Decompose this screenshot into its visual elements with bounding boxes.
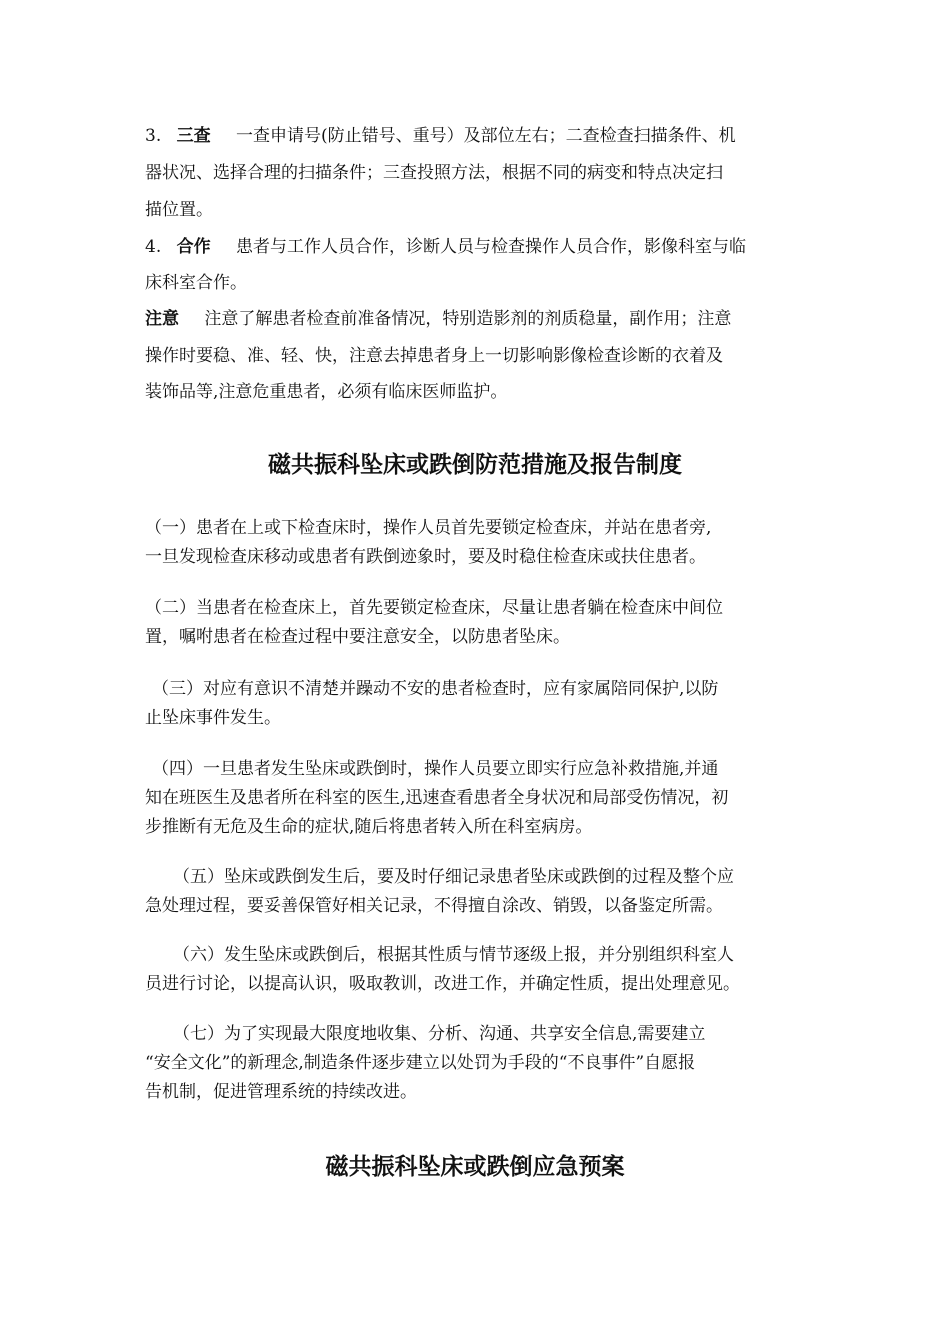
- rule-1-line-1: （一）患者在上或下检查床时，操作人员首先要锁定检查床，并站在患者旁,: [145, 518, 712, 538]
- item-3-line-2: 器状况、选择合理的扫描条件；三查投照方法，根据不同的病变和特点决定扫: [145, 163, 723, 183]
- item-3-text: 一查申请号(防止错号、重号）及部位左右；二查检查扫描条件、机: [236, 126, 736, 146]
- rule-4-line-3: 步推断有无危及生命的症状,随后将患者转入所在科室病房。: [145, 817, 593, 837]
- rule-6-line-1: （六）发生坠床或跌倒后，根据其性质与情节逐级上报，并分别组织科室人: [173, 945, 734, 965]
- rule-5-line-1: （五）坠床或跌倒发生后，要及时仔细记录患者坠床或跌倒的过程及整个应: [173, 867, 734, 887]
- rule-7-line-3: 告机制，促进管理系统的持续改进。: [145, 1082, 417, 1102]
- rule-2-line-1: （二）当患者在检查床上，首先要锁定检查床，尽量让患者躺在检查床中间位: [145, 598, 723, 618]
- rule-3-line-1: （三）对应有意识不清楚并躁动不安的患者检查时，应有家属陪同保护,以防: [152, 679, 719, 699]
- rule-2-line-2: 置，嘱咐患者在检查过程中要注意安全，以防患者坠床。: [145, 627, 570, 647]
- item-3-line-3: 描位置。: [145, 200, 213, 220]
- item-4-number: 4.: [145, 237, 162, 257]
- item-3-heading: 三查: [176, 126, 211, 146]
- note-heading: 注意: [145, 309, 179, 329]
- rule-1-line-2: 一旦发现检查床移动或患者有跌倒迹象时，要及时稳住检查床或扶住患者。: [145, 547, 706, 567]
- section-2-title: 磁共振科坠床或跌倒应急预案: [325, 1154, 625, 1180]
- item-4-line-2: 床科室合作。: [145, 273, 247, 293]
- rule-7-line-2: “安全文化”的新理念,制造条件逐步建立以处罚为手段的“不良事件”自愿报: [145, 1053, 696, 1073]
- item-4-line-1: [145, 237, 746, 257]
- section-1-title: 磁共振科坠床或跌倒防范措施及报告制度: [268, 452, 682, 478]
- note-text: 注意了解患者检查前准备情况，特别造影剂的剂质稳量，副作用；注意: [204, 309, 732, 329]
- note-line-3: 装饰品等,注意危重患者，必须有临床医师监护。: [145, 382, 508, 402]
- note-line-2: 操作时要稳、准、轻、快，注意去掉患者身上一切影响影像检查诊断的衣着及: [145, 346, 723, 366]
- rule-4-line-1: （四）一旦患者发生坠床或跌倒时，操作人员要立即实行应急补救措施,并通: [152, 759, 719, 779]
- note-line-1: [145, 309, 731, 329]
- item-3-line-1: [145, 126, 736, 146]
- item-4-heading: 合作: [176, 237, 211, 257]
- rule-5-line-2: 急处理过程，要妥善保管好相关记录，不得擅自涂改、销毁，以备鉴定所需。: [145, 896, 723, 916]
- rule-7-line-1: （七）为了实现最大限度地收集、分析、沟通、共享安全信息,需要建立: [173, 1024, 706, 1044]
- rule-6-line-2: 员进行讨论，以提高认识，吸取教训，改进工作，并确定性质，提出处理意见。: [145, 974, 740, 994]
- item-3-number: 3.: [145, 126, 162, 146]
- rule-4-line-2: 知在班医生及患者所在科室的医生,迅速查看患者全身状况和局部受伤情况，初: [145, 788, 729, 808]
- rule-3-line-2: 止坠床事件发生。: [145, 708, 281, 728]
- item-4-text: 患者与工作人员合作，诊断人员与检查操作人员合作，影像科室与临: [236, 237, 747, 257]
